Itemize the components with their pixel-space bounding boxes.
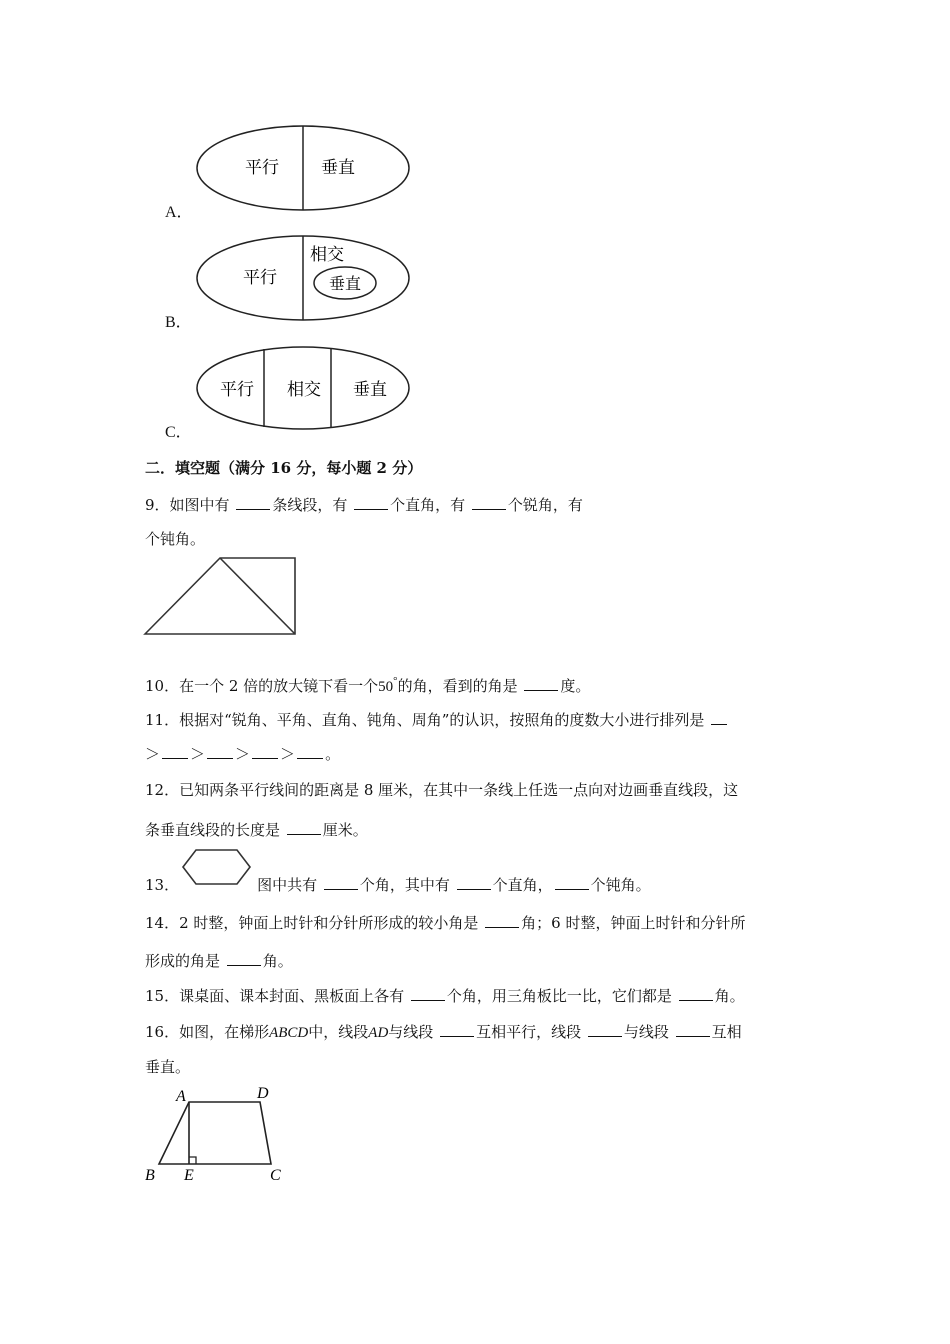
q11-blank-2[interactable] <box>162 743 188 759</box>
question-13 <box>145 874 651 895</box>
question-16-line-1 <box>145 1021 742 1043</box>
q9-trapezoid <box>145 558 295 634</box>
option-b-venn-diagram <box>190 233 415 325</box>
option-c-venn-diagram <box>190 344 415 434</box>
q16-label-d: D <box>257 1085 269 1102</box>
question-10 <box>145 675 590 698</box>
q14-text-a: 14．2 时整，钟面上时针和分针所形成的较小角是 <box>145 914 484 932</box>
question-14-line-1 <box>145 912 746 933</box>
q9-text-a: 9．如图中有 <box>145 496 235 514</box>
q10-degree-sign: ° <box>393 675 398 687</box>
question-12-line-2 <box>145 819 368 840</box>
q10-angle <box>378 675 398 695</box>
q16-blank-1[interactable] <box>440 1021 474 1037</box>
option-b-intersect: 相交 <box>310 245 344 265</box>
q11-blank-5[interactable] <box>297 743 323 759</box>
option-c-parallel: 平行 <box>220 380 254 400</box>
q9-text-d: 个锐角，有 <box>507 496 583 514</box>
question-15 <box>145 985 745 1006</box>
q9-blank-segments[interactable] <box>236 494 270 510</box>
q9-diagonal <box>220 558 295 634</box>
q16-trapezoid <box>159 1102 271 1164</box>
question-14-line-2 <box>145 950 293 971</box>
q11-end: 。 <box>325 745 341 763</box>
q10-text-c: 度。 <box>560 677 591 695</box>
q16-text-b: 中，线段 <box>308 1023 369 1041</box>
q15-blank-1[interactable] <box>411 985 445 1001</box>
q11-blank-1[interactable] <box>711 709 727 725</box>
option-b-parallel: 平行 <box>243 268 277 288</box>
q13-number: 13． <box>145 876 180 894</box>
section-title: 二．填空题（满分 16 分，每小题 2 分） <box>145 459 423 477</box>
option-a-parallel: 平行 <box>245 158 279 178</box>
option-b-perpendicular: 垂直 <box>329 274 362 293</box>
q10-text-b: 的角，看到的角是 <box>397 677 523 695</box>
q11-blank-4[interactable] <box>252 743 278 759</box>
option-a-perpendicular: 垂直 <box>321 158 355 178</box>
option-a-venn-diagram <box>190 122 415 216</box>
q16-text-f: 互相 <box>711 1023 742 1041</box>
q11-gt-2: ＞ <box>190 745 206 763</box>
q9-text-c: 个直角，有 <box>390 496 470 514</box>
q15-blank-2[interactable] <box>679 985 713 1001</box>
q13-text-d: 个直角， <box>492 876 553 894</box>
option-c-perpendicular: 垂直 <box>353 380 387 400</box>
question-11-line-2 <box>145 743 340 764</box>
q16-text-e: 与线段 <box>623 1023 674 1041</box>
q11-gt-1: ＞ <box>145 745 161 763</box>
q13-blank-obtuse[interactable] <box>555 874 589 890</box>
q12-text-b: 条垂直线段的长度是 <box>145 821 285 839</box>
option-a-label[interactable]: A． <box>165 204 193 221</box>
q13-text-e: 个钝角。 <box>590 876 651 894</box>
option-b-label[interactable]: B． <box>165 314 192 331</box>
q15-text-a: 15．课桌面、课本封面、黑板面上各有 <box>145 987 409 1005</box>
q16-text-c: 与线段 <box>388 1023 439 1041</box>
q16-label-a: A <box>176 1088 186 1105</box>
q14-blank-2[interactable] <box>227 950 261 966</box>
q9-blank-acute[interactable] <box>472 494 506 510</box>
q11-text: 11．根据对“锐角、平角、直角、钝角、周角”的认识，按照角的度数大小进行排列是 <box>145 711 710 729</box>
q16-blank-3[interactable] <box>676 1021 710 1037</box>
question-16-line-2: 垂直。 <box>145 1058 191 1076</box>
q16-abcd: ABCD <box>269 1025 309 1041</box>
q9-text-b: 条线段，有 <box>272 496 353 514</box>
q16-text-d: 互相平行，线段 <box>476 1023 586 1041</box>
question-9-line-2: 个钝角。 <box>145 530 206 548</box>
q11-blank-3[interactable] <box>207 743 233 759</box>
q11-gt-3: ＞ <box>235 745 251 763</box>
q14-text-d: 角。 <box>262 952 293 970</box>
q16-label-c: C <box>270 1167 281 1184</box>
q13-text-c: 个角，其中有 <box>359 876 455 894</box>
q13-blank-angles[interactable] <box>324 874 358 890</box>
q9-blank-right-angles[interactable] <box>354 494 388 510</box>
q14-text-b: 角；6 时整，钟面上时针和分针所 <box>521 914 746 932</box>
q12-text-c: 厘米。 <box>322 821 368 839</box>
q15-text-b: 个角，用三角板比一比，它们都是 <box>446 987 677 1005</box>
q16-right-angle-mark <box>189 1157 196 1164</box>
option-c-label[interactable]: C． <box>165 424 192 441</box>
q16-label-b: B <box>145 1167 155 1184</box>
q14-text-c: 形成的角是 <box>145 952 225 970</box>
q16-label-e: E <box>184 1167 194 1184</box>
q13-blank-right[interactable] <box>457 874 491 890</box>
q10-text-a: 10．在一个 2 倍的放大镜下看一个 <box>145 677 379 695</box>
q14-blank-1[interactable] <box>485 912 519 928</box>
q13-text-b: 图中共有 <box>257 876 322 894</box>
q10-angle-value: 50 <box>378 679 394 695</box>
question-9-line-1 <box>145 494 583 515</box>
option-c-intersect: 相交 <box>287 380 321 400</box>
q16-trapezoid-figure <box>142 1084 292 1186</box>
q15-text-c: 角。 <box>714 987 745 1005</box>
q11-gt-4: ＞ <box>280 745 296 763</box>
q12-blank[interactable] <box>287 819 321 835</box>
q16-ad: AD <box>368 1025 389 1041</box>
q16-text-a: 16．如图，在梯形 <box>145 1023 270 1041</box>
q10-blank[interactable] <box>524 675 558 691</box>
question-12-line-1: 12．已知两条平行线间的距离是 8 厘米，在其中一条线上任选一点向对边画垂直线段，这 <box>145 781 739 799</box>
question-11-line-1 <box>145 709 729 730</box>
q16-blank-2[interactable] <box>588 1021 622 1037</box>
q9-figure <box>143 556 299 638</box>
